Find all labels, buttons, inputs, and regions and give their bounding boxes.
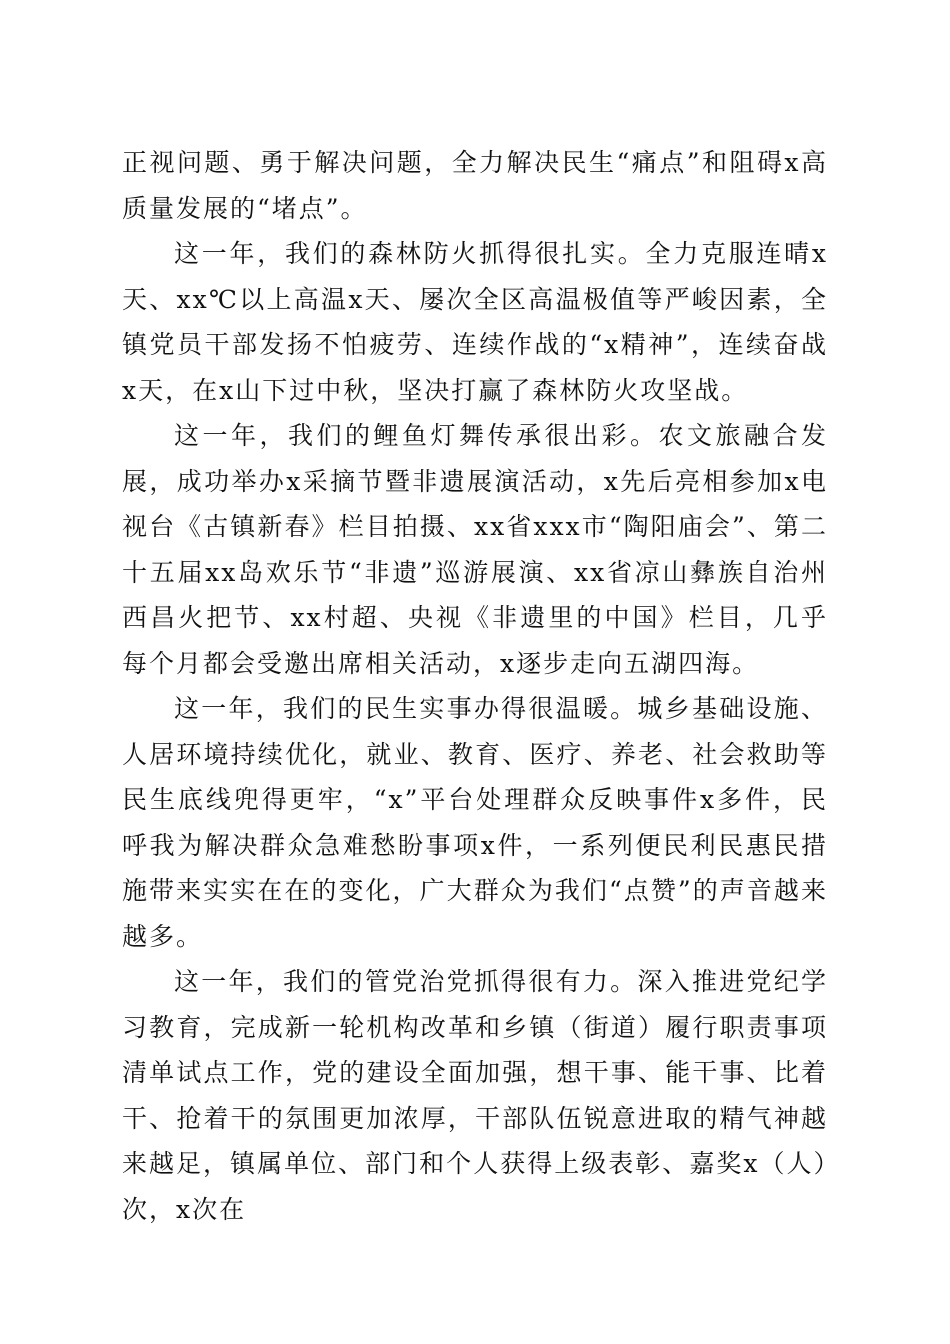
paragraph-continued: 正视问题、勇于解决问题，全力解决民生“痛点”和阻碍x高质量发展的“堵点”。 [122, 148, 828, 223]
document-body [122, 140, 828, 1232]
paragraph-party-governance: 这一年，我们的管党治党抓得很有力。深入推进党纪学习教育，完成新一轮机构改革和乡镇（街道）履行职责事项清单试点工作，党的建设全面加强，想干事、能干事、比着干、抢着干的氛围更加浓厚，干部队伍锐意进取的精气神越来越足，镇属单位、部门和个人获得上级表彰、嘉奖x（人）次，x次在 [122, 967, 828, 1224]
paragraph-livelihood-affairs: 这一年，我们的民生实事办得很温暖。城乡基础设施、人居环境持续优化，就业、教育、医疗、养老、社会救助等民生底线兜得更牢，“x”平台处理群众反映事件x多件，民呼我为解决群众急难愁盼事项x件，一系列便民利民惠民措施带来实实在在的变化，广大群众为我们“点赞”的声音越来越多。 [122, 694, 828, 951]
paragraph-forest-fire-prevention: 这一年，我们的森林防火抓得很扎实。全力克服连晴x天、xx℃以上高温x天、屡次全区高温极值等严峻因素，全镇党员干部发扬不怕疲劳、连续作战的“x精神”，连续奋战x天，在x山下过中秋，坚决打赢了森林防火攻坚战。 [122, 239, 828, 405]
paragraph-carp-lantern-dance: 这一年，我们的鲤鱼灯舞传承很出彩。农文旅融合发展，成功举办x采摘节暨非遗展演活动，x先后亮相参加x电视台《古镇新春》栏目拍摄、xx省xxx市“陶阳庙会”、第二十五届xx岛欢乐节“非遗”巡游展演、xx省凉山彝族自治州西昌火把节、xx村超、央视《非遗里的中国》栏目，几乎每个月都会受邀出席相关活动，x逐步走向五湖四海。 [122, 421, 828, 678]
